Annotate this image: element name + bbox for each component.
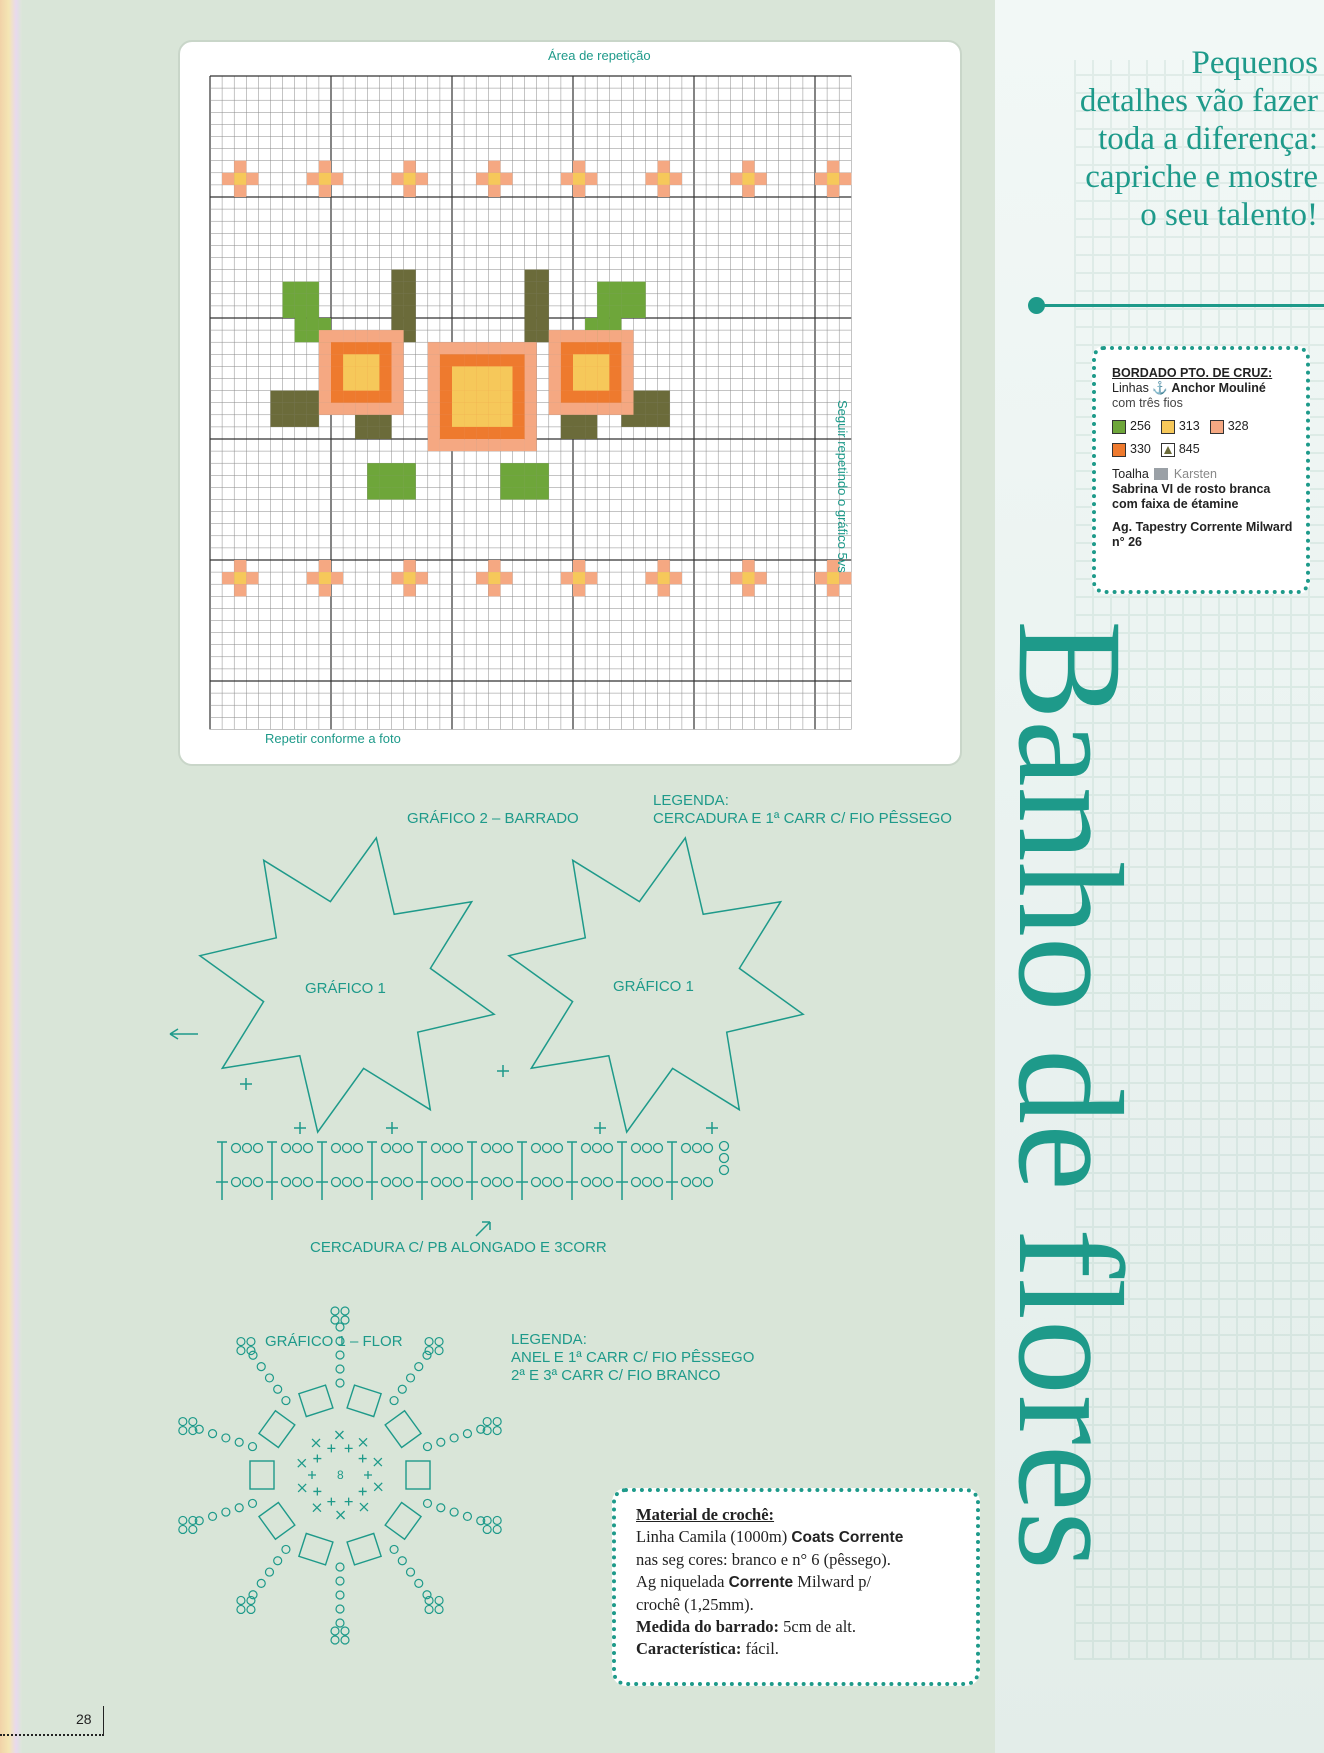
brand-text: Corrente (728, 1574, 794, 1591)
tagline-line: Pequenos (1191, 45, 1318, 81)
chain-stitch (257, 1363, 265, 1371)
chain-stitch (235, 1504, 243, 1512)
chain-stitch (532, 1178, 541, 1187)
pointer-arrow (476, 1222, 490, 1236)
picot-stitch (493, 1427, 501, 1435)
swatch-row (1112, 419, 1296, 434)
chain-stitch (249, 1499, 257, 1507)
swatch-code: 313 (1178, 419, 1200, 433)
chain-stitch (249, 1351, 257, 1359)
picot-stitch (483, 1418, 491, 1426)
chain-stitch (274, 1557, 282, 1565)
chain-stitch (704, 1178, 713, 1187)
towel-desc: Sabrina VI de rosto branca com faixa de étamine (1112, 482, 1271, 511)
chain-stitch (404, 1144, 413, 1153)
picot-stitch (331, 1636, 339, 1644)
stitch-post (317, 1142, 327, 1200)
picot-stitch (435, 1605, 443, 1613)
picot-stitch (179, 1418, 187, 1426)
needle-info: Ag. Tapestry Corrente Milward n° 26 (1112, 520, 1293, 549)
chain-stitch (504, 1144, 513, 1153)
chain-stitch (415, 1363, 423, 1371)
page-number: 28 (76, 1711, 92, 1727)
chain-stitch (593, 1144, 602, 1153)
towel-line (1112, 467, 1296, 482)
chain-stitch (582, 1178, 591, 1187)
material-line (636, 1616, 962, 1638)
chain-stitch (336, 1563, 344, 1571)
material-line (636, 1638, 962, 1660)
picot-stitch (435, 1596, 443, 1604)
chain-stitch (482, 1178, 491, 1187)
chain-stitch (423, 1351, 431, 1359)
grafico1-flor-title: GRÁFICO 1 – FLOR (265, 1333, 403, 1350)
picot-stitch (341, 1307, 349, 1315)
single-crochet (313, 1504, 321, 1512)
chain-stitch (249, 1443, 257, 1451)
material-text: Milward p/ (793, 1572, 872, 1591)
chain-stitch (643, 1144, 652, 1153)
towel-brand: Karsten (1173, 467, 1217, 481)
chain-stitch (463, 1512, 471, 1520)
chain-stitch (682, 1178, 691, 1187)
chain-stitch (415, 1579, 423, 1587)
chain-stitch (450, 1434, 458, 1442)
chain-stitch (390, 1545, 398, 1553)
picot-stitch (435, 1347, 443, 1355)
chain-stitch (407, 1374, 415, 1382)
slip-stitch (327, 1498, 335, 1506)
single-crochet (374, 1483, 382, 1491)
picot-stitch (493, 1516, 501, 1524)
picot-stitch (493, 1418, 501, 1426)
chain-stitch (336, 1619, 344, 1627)
chain-stitch (407, 1568, 415, 1576)
picot-stitch (247, 1338, 255, 1346)
chain-stitch (254, 1144, 263, 1153)
chain-stitch (354, 1144, 363, 1153)
chain-stitch (393, 1178, 402, 1187)
chain-stitch (463, 1430, 471, 1438)
tagline-line: capriche e mostre (1085, 159, 1318, 195)
chain-stitch (209, 1430, 217, 1438)
picot-stitch (425, 1605, 433, 1613)
single-crochet (298, 1484, 306, 1492)
chain-stitch (493, 1178, 502, 1187)
chain-stitch (720, 1142, 729, 1151)
petal-stitch (259, 1411, 295, 1448)
chain-stitch (336, 1605, 344, 1613)
difficulty-value: fácil. (741, 1639, 779, 1658)
slip-stitch (359, 1487, 367, 1495)
material-text: Ag niquelada (636, 1572, 729, 1591)
legenda-grafico2: LEGENDA: CERCADURA E 1ª CARR C/ FIO PÊSSEGO (653, 792, 952, 827)
picot-stitch (331, 1627, 339, 1635)
grafico2-title: GRÁFICO 2 – BARRADO (407, 810, 579, 827)
brand-text: Coats Corrente (791, 1529, 904, 1546)
chain-stitch (274, 1385, 282, 1393)
chain-stitch (393, 1144, 402, 1153)
chain-stitch (398, 1557, 406, 1565)
picot-stitch (425, 1347, 433, 1355)
material-line: nas seg cores: branco e n° 6 (pêssego). (636, 1550, 891, 1569)
single-crochet (335, 1431, 343, 1439)
chain-stitch (336, 1591, 344, 1599)
anchor-icon: ⚓ (1152, 381, 1168, 395)
chain-stitch (443, 1144, 452, 1153)
chain-stitch (336, 1379, 344, 1387)
crochet-materials-box (612, 1488, 980, 1686)
material-heading: Material de crochê: (636, 1505, 775, 1524)
picot-stitch (247, 1347, 255, 1355)
chain-stitch (693, 1178, 702, 1187)
material-line: crochê (1,25mm). (636, 1595, 754, 1614)
title-wrap (987, 620, 1153, 1730)
chain-stitch (232, 1178, 241, 1187)
picot-stitch (247, 1605, 255, 1613)
tagline-line: toda a diferença: (1098, 121, 1318, 157)
page-title: Banho de flores (987, 620, 1153, 1570)
chain-stitch (720, 1154, 729, 1163)
swatch (1161, 442, 1200, 457)
slip-stitch (313, 1455, 321, 1463)
swatch-chip (1112, 443, 1126, 457)
chain-stitch (432, 1144, 441, 1153)
chain-stitch (423, 1499, 431, 1507)
picot-stitch (237, 1347, 245, 1355)
picot-stitch (331, 1307, 339, 1315)
stitch-post (517, 1142, 527, 1200)
chain-stitch (382, 1144, 391, 1153)
picot-stitch (435, 1338, 443, 1346)
slip-stitch (345, 1498, 353, 1506)
chain-stitch (693, 1144, 702, 1153)
swatch-code: 845 (1178, 442, 1200, 456)
slip-stitch (327, 1444, 335, 1452)
threads-brand: Anchor Mouliné (1171, 381, 1266, 395)
single-crochet (337, 1511, 345, 1519)
chain-stitch (293, 1144, 302, 1153)
petal-stitch (259, 1502, 295, 1539)
chain-stitch (443, 1178, 452, 1187)
chain-stitch (454, 1178, 463, 1187)
picot-stitch (341, 1627, 349, 1635)
chain-stitch (654, 1178, 663, 1187)
swatch (1112, 442, 1151, 457)
slip-stitch (313, 1487, 321, 1495)
chain-stitch (398, 1385, 406, 1393)
chain-stitch (543, 1144, 552, 1153)
threads-line (1112, 381, 1296, 396)
chain-stitch (222, 1434, 230, 1442)
picot-stitch (341, 1636, 349, 1644)
repeat-area-label: Área de repetição (548, 48, 651, 63)
chain-stitch (450, 1508, 458, 1516)
page-dots (0, 1734, 104, 1736)
petal-stitch (347, 1385, 381, 1416)
stitch-post (417, 1142, 427, 1200)
single-crochet (359, 1438, 367, 1446)
swatch-code: 256 (1130, 419, 1151, 433)
chain-stitch (254, 1178, 263, 1187)
chain-stitch (390, 1397, 398, 1405)
repeat-photo-label: Repetir conforme a foto (265, 731, 401, 746)
chain-stitch (332, 1144, 341, 1153)
single-crochet (298, 1459, 306, 1467)
chain-stitch (332, 1178, 341, 1187)
direction-arrow (170, 1029, 198, 1039)
picot-stitch (179, 1516, 187, 1524)
chain-stitch (282, 1397, 290, 1405)
swatch (1210, 419, 1249, 434)
picot-stitch (179, 1525, 187, 1533)
divider-line (1040, 304, 1324, 307)
info-title: BORDADO PTO. DE CRUZ: (1112, 366, 1273, 380)
stitch-post (617, 1142, 627, 1200)
grafico1-label-left: GRÁFICO 1 (305, 980, 386, 997)
picot-stitch (341, 1316, 349, 1324)
picot-stitch (189, 1418, 197, 1426)
chain-stitch (482, 1144, 491, 1153)
chain-stitch (265, 1568, 273, 1576)
chain-stitch (432, 1178, 441, 1187)
embroidery-materials-box (1092, 346, 1310, 594)
plus-mark (706, 1122, 718, 1134)
chain-stitch (632, 1178, 641, 1187)
chain-stitch (554, 1144, 563, 1153)
chain-stitch (304, 1144, 313, 1153)
stitch-post (267, 1142, 277, 1200)
picot-stitch (425, 1338, 433, 1346)
chain-stitch (336, 1351, 344, 1359)
chain-stitch (643, 1178, 652, 1187)
legenda-grafico1: LEGENDA: ANEL E 1ª CARR C/ FIO PÊSSEGO 2ª E 3ª CARR C/ FIO BRANCO (511, 1331, 755, 1384)
material-line (636, 1571, 962, 1594)
chain-stitch (222, 1508, 230, 1516)
chain-stitch (704, 1144, 713, 1153)
chain-stitch (243, 1178, 252, 1187)
tagline-line: detalhes vão fazer (1079, 83, 1318, 119)
slip-stitch (308, 1471, 316, 1479)
petal-stitch (347, 1533, 381, 1564)
tagline-line: o seu talento! (1140, 197, 1318, 233)
tagline (1010, 44, 1318, 234)
chain-stitch (343, 1178, 352, 1187)
picot-stitch (179, 1427, 187, 1435)
single-crochet (374, 1458, 382, 1466)
picot-stitch (237, 1338, 245, 1346)
swatch-row (1112, 442, 1296, 457)
petal-stitch (406, 1461, 430, 1489)
chain-stitch (493, 1144, 502, 1153)
chain-stitch (454, 1144, 463, 1153)
single-crochet (360, 1503, 368, 1511)
chain-stitch (654, 1144, 663, 1153)
swatch-code: 330 (1130, 442, 1151, 456)
single-crochet (312, 1439, 320, 1447)
picot-stitch (493, 1525, 501, 1533)
chain-stitch (343, 1144, 352, 1153)
stitch-post (667, 1142, 677, 1200)
chain-stitch (336, 1323, 344, 1331)
chain-stitch (382, 1178, 391, 1187)
material-text: Linha Camila (1000m) (636, 1527, 792, 1546)
chain-stitch (604, 1144, 613, 1153)
karsten-logo-icon (1154, 468, 1168, 480)
plus-mark (594, 1122, 606, 1134)
picot-stitch (331, 1316, 339, 1324)
chain-stitch (257, 1579, 265, 1587)
measure-label: Medida do barrado: (636, 1617, 780, 1636)
chain-stitch (243, 1144, 252, 1153)
chain-stitch (209, 1512, 217, 1520)
chain-stitch (504, 1178, 513, 1187)
petal-stitch (299, 1385, 333, 1416)
chain-stitch (554, 1178, 563, 1187)
chain-stitch (632, 1144, 641, 1153)
stitch-post (367, 1142, 377, 1200)
petal-stitch (385, 1411, 421, 1448)
chain-stitch (437, 1438, 445, 1446)
stitch-post (467, 1142, 477, 1200)
flower-center-number: 8 (337, 1468, 344, 1482)
petal-stitch (299, 1533, 333, 1564)
picot-stitch (483, 1525, 491, 1533)
threads-prefix: Linhas (1112, 381, 1149, 395)
chain-stitch (720, 1166, 729, 1175)
chain-stitch (282, 1178, 291, 1187)
chain-stitch (354, 1178, 363, 1187)
swatch-code: 328 (1227, 419, 1249, 433)
slip-stitch (345, 1444, 353, 1452)
swatch-chip-symbol (1161, 443, 1175, 457)
page-number-rule (103, 1706, 104, 1736)
swatch-chip (1112, 420, 1126, 434)
chain-stitch (293, 1178, 302, 1187)
difficulty-label: Característica: (636, 1639, 742, 1658)
stitch-post (567, 1142, 577, 1200)
chain-stitch (682, 1144, 691, 1153)
chain-stitch (336, 1577, 344, 1585)
plus-mark (294, 1122, 306, 1134)
petal-stitch (385, 1502, 421, 1539)
chain-stitch (265, 1374, 273, 1382)
picot-stitch (237, 1605, 245, 1613)
material-line (636, 1526, 962, 1549)
threads-suffix: com três fios (1112, 396, 1183, 410)
chain-stitch (404, 1178, 413, 1187)
chain-stitch (232, 1144, 241, 1153)
chain-stitch (437, 1504, 445, 1512)
chain-stitch (423, 1443, 431, 1451)
slip-stitch (359, 1455, 367, 1463)
towel-prefix: Toalha (1112, 467, 1149, 481)
chain-stitch (532, 1144, 541, 1153)
swatch (1161, 419, 1200, 434)
chain-stitch (336, 1365, 344, 1373)
chain-stitch (282, 1144, 291, 1153)
chain-stitch (282, 1545, 290, 1553)
swatch-chip (1161, 420, 1175, 434)
picot-stitch (189, 1525, 197, 1533)
chain-stitch (304, 1178, 313, 1187)
chain-stitch (543, 1178, 552, 1187)
measure-value: 5cm de alt. (779, 1617, 856, 1636)
petal-stitch (250, 1461, 274, 1489)
border-label: CERCADURA C/ PB ALONGADO E 3CORR (310, 1239, 607, 1256)
plus-mark (386, 1122, 398, 1134)
chain-stitch (604, 1178, 613, 1187)
chain-stitch (235, 1438, 243, 1446)
plus-mark (497, 1065, 509, 1077)
swatch (1112, 419, 1151, 434)
continue-repeat-label: Seguir repetindo o gráfico 5vs (835, 400, 850, 573)
plus-mark (240, 1078, 252, 1090)
chain-stitch (582, 1144, 591, 1153)
chain-stitch (593, 1178, 602, 1187)
grafico1-label-right: GRÁFICO 1 (613, 978, 694, 995)
swatch-chip (1210, 420, 1224, 434)
stitch-post (217, 1142, 227, 1200)
slip-stitch (364, 1471, 372, 1479)
picot-stitch (237, 1596, 245, 1604)
